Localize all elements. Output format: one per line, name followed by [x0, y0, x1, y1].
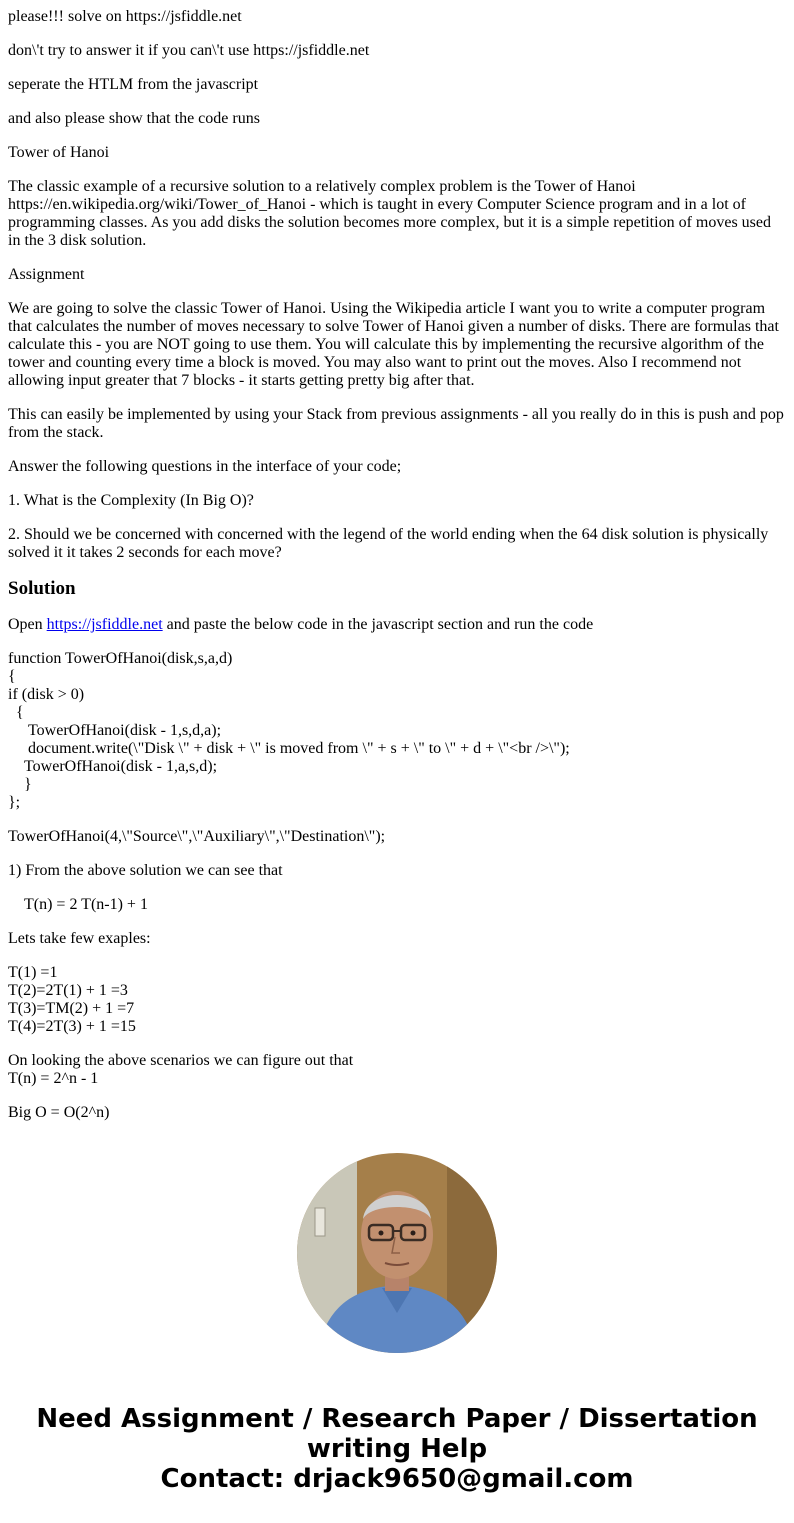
portrait-image — [297, 1153, 497, 1353]
request-line-1: please!!! solve on https://jsfiddle.net — [8, 8, 242, 25]
photo-eye-right — [411, 1231, 416, 1236]
examples-label: Lets take few exaples: — [8, 930, 151, 947]
big-o-result: Big O = O(2^n) — [8, 1104, 110, 1121]
conclusion-block — [8, 1052, 786, 1088]
examples-block — [8, 964, 786, 1036]
photo-eye-left — [379, 1231, 384, 1236]
code-line: { — [8, 704, 24, 721]
request-line-2: don\'t try to answer it if you can\'t use https://jsfiddle.net — [8, 42, 370, 59]
promo-contact: Contact: drjack9650@gmail.com — [160, 1464, 634, 1494]
promo-line-1: Need Assignment / Research Paper / Dissertation — [36, 1404, 758, 1434]
questions-intro: Answer the following questions in the interface of your code; — [8, 458, 402, 475]
question-1: 1. What is the Complexity (In Big O)? — [8, 492, 254, 509]
assignment-label: Assignment — [8, 266, 85, 283]
solution-intro — [8, 616, 786, 634]
code-line: TowerOfHanoi(disk - 1,a,s,d); — [8, 758, 218, 775]
jsfiddle-link[interactable]: https://jsfiddle.net — [46, 616, 163, 633]
code-line: { — [8, 668, 16, 685]
solution-heading: Solution — [8, 578, 76, 599]
code-line: if (disk > 0) — [8, 686, 85, 703]
request-line-4: and also please show that the code runs — [8, 110, 260, 127]
intro-paragraph: The classic example of a recursive solution to a relatively complex problem is the Tower of Hanoi https://en.wikipedia.org/wiki/Tower_of_Hanoi - which is taught in every Computer Science program and in a lot of programming classes. As you add disks the solution becomes more complex, but it is a simple repetition of moves used in the 3 disk solution. — [8, 178, 771, 249]
request-line-3: seperate the HTLM from the javascript — [8, 76, 259, 93]
code-line: }; — [8, 794, 21, 811]
topic-title: Tower of Hanoi — [8, 144, 110, 161]
stack-paragraph: This can easily be implemented by using your Stack from previous assignments - all you really do in this is push and pop from the stack. — [8, 406, 784, 441]
example-line: T(4)=2T(3) + 1 =15 — [8, 1018, 136, 1035]
function-call: TowerOfHanoi(4,\"Source\",\"Auxiliary\",\"Destination\"); — [8, 828, 386, 845]
photo-switch — [315, 1208, 325, 1236]
code-line: TowerOfHanoi(disk - 1,s,d,a); — [8, 722, 222, 739]
example-line: T(3)=TM(2) + 1 =7 — [8, 1000, 135, 1017]
solution-intro-before: Open — [8, 616, 47, 633]
solution-intro-after: and paste the below code in the javascript section and run the code — [162, 616, 594, 633]
example-line: T(1) =1 — [8, 964, 58, 981]
conclusion-line: On looking the above scenarios we can figure out that — [8, 1052, 354, 1069]
code-line: function TowerOfHanoi(disk,s,a,d) — [8, 650, 233, 667]
analysis-note: 1) From the above solution we can see that — [8, 862, 283, 879]
promo-banner — [0, 1404, 794, 1494]
author-photo — [297, 1153, 497, 1353]
question-content — [8, 8, 786, 1122]
code-line: } — [8, 776, 32, 793]
assignment-paragraph: We are going to solve the classic Tower of Hanoi. Using the Wikipedia article I want you to write a computer program that calculates the number of moves necessary to solve Tower of Hanoi given a number of disks. There are formulas that calculate this - you are NOT going to use them. You will calculate this by implementing the recursive algorithm of the tower and counting every time a block is moved. You may also want to print out the moves. Also I recommend not allowing input greater that 7 blocks - it starts getting pretty big after that. — [8, 300, 779, 389]
question-2: 2. Should we be concerned with concerned with the legend of the world ending when the 64 disk solution is physically solved it it takes 2 seconds for each move? — [8, 526, 769, 561]
promo-line-2: writing Help — [306, 1434, 488, 1464]
example-line: T(2)=2T(1) + 1 =3 — [8, 982, 128, 999]
recurrence-formula: T(n) = 2 T(n-1) + 1 — [8, 896, 148, 913]
code-block — [8, 650, 786, 812]
code-line: document.write(\"Disk \" + disk + \" is moved from \" + s + \" to \" + d + \"<br />\"); — [8, 740, 570, 757]
conclusion-line: T(n) = 2^n - 1 — [8, 1070, 99, 1087]
